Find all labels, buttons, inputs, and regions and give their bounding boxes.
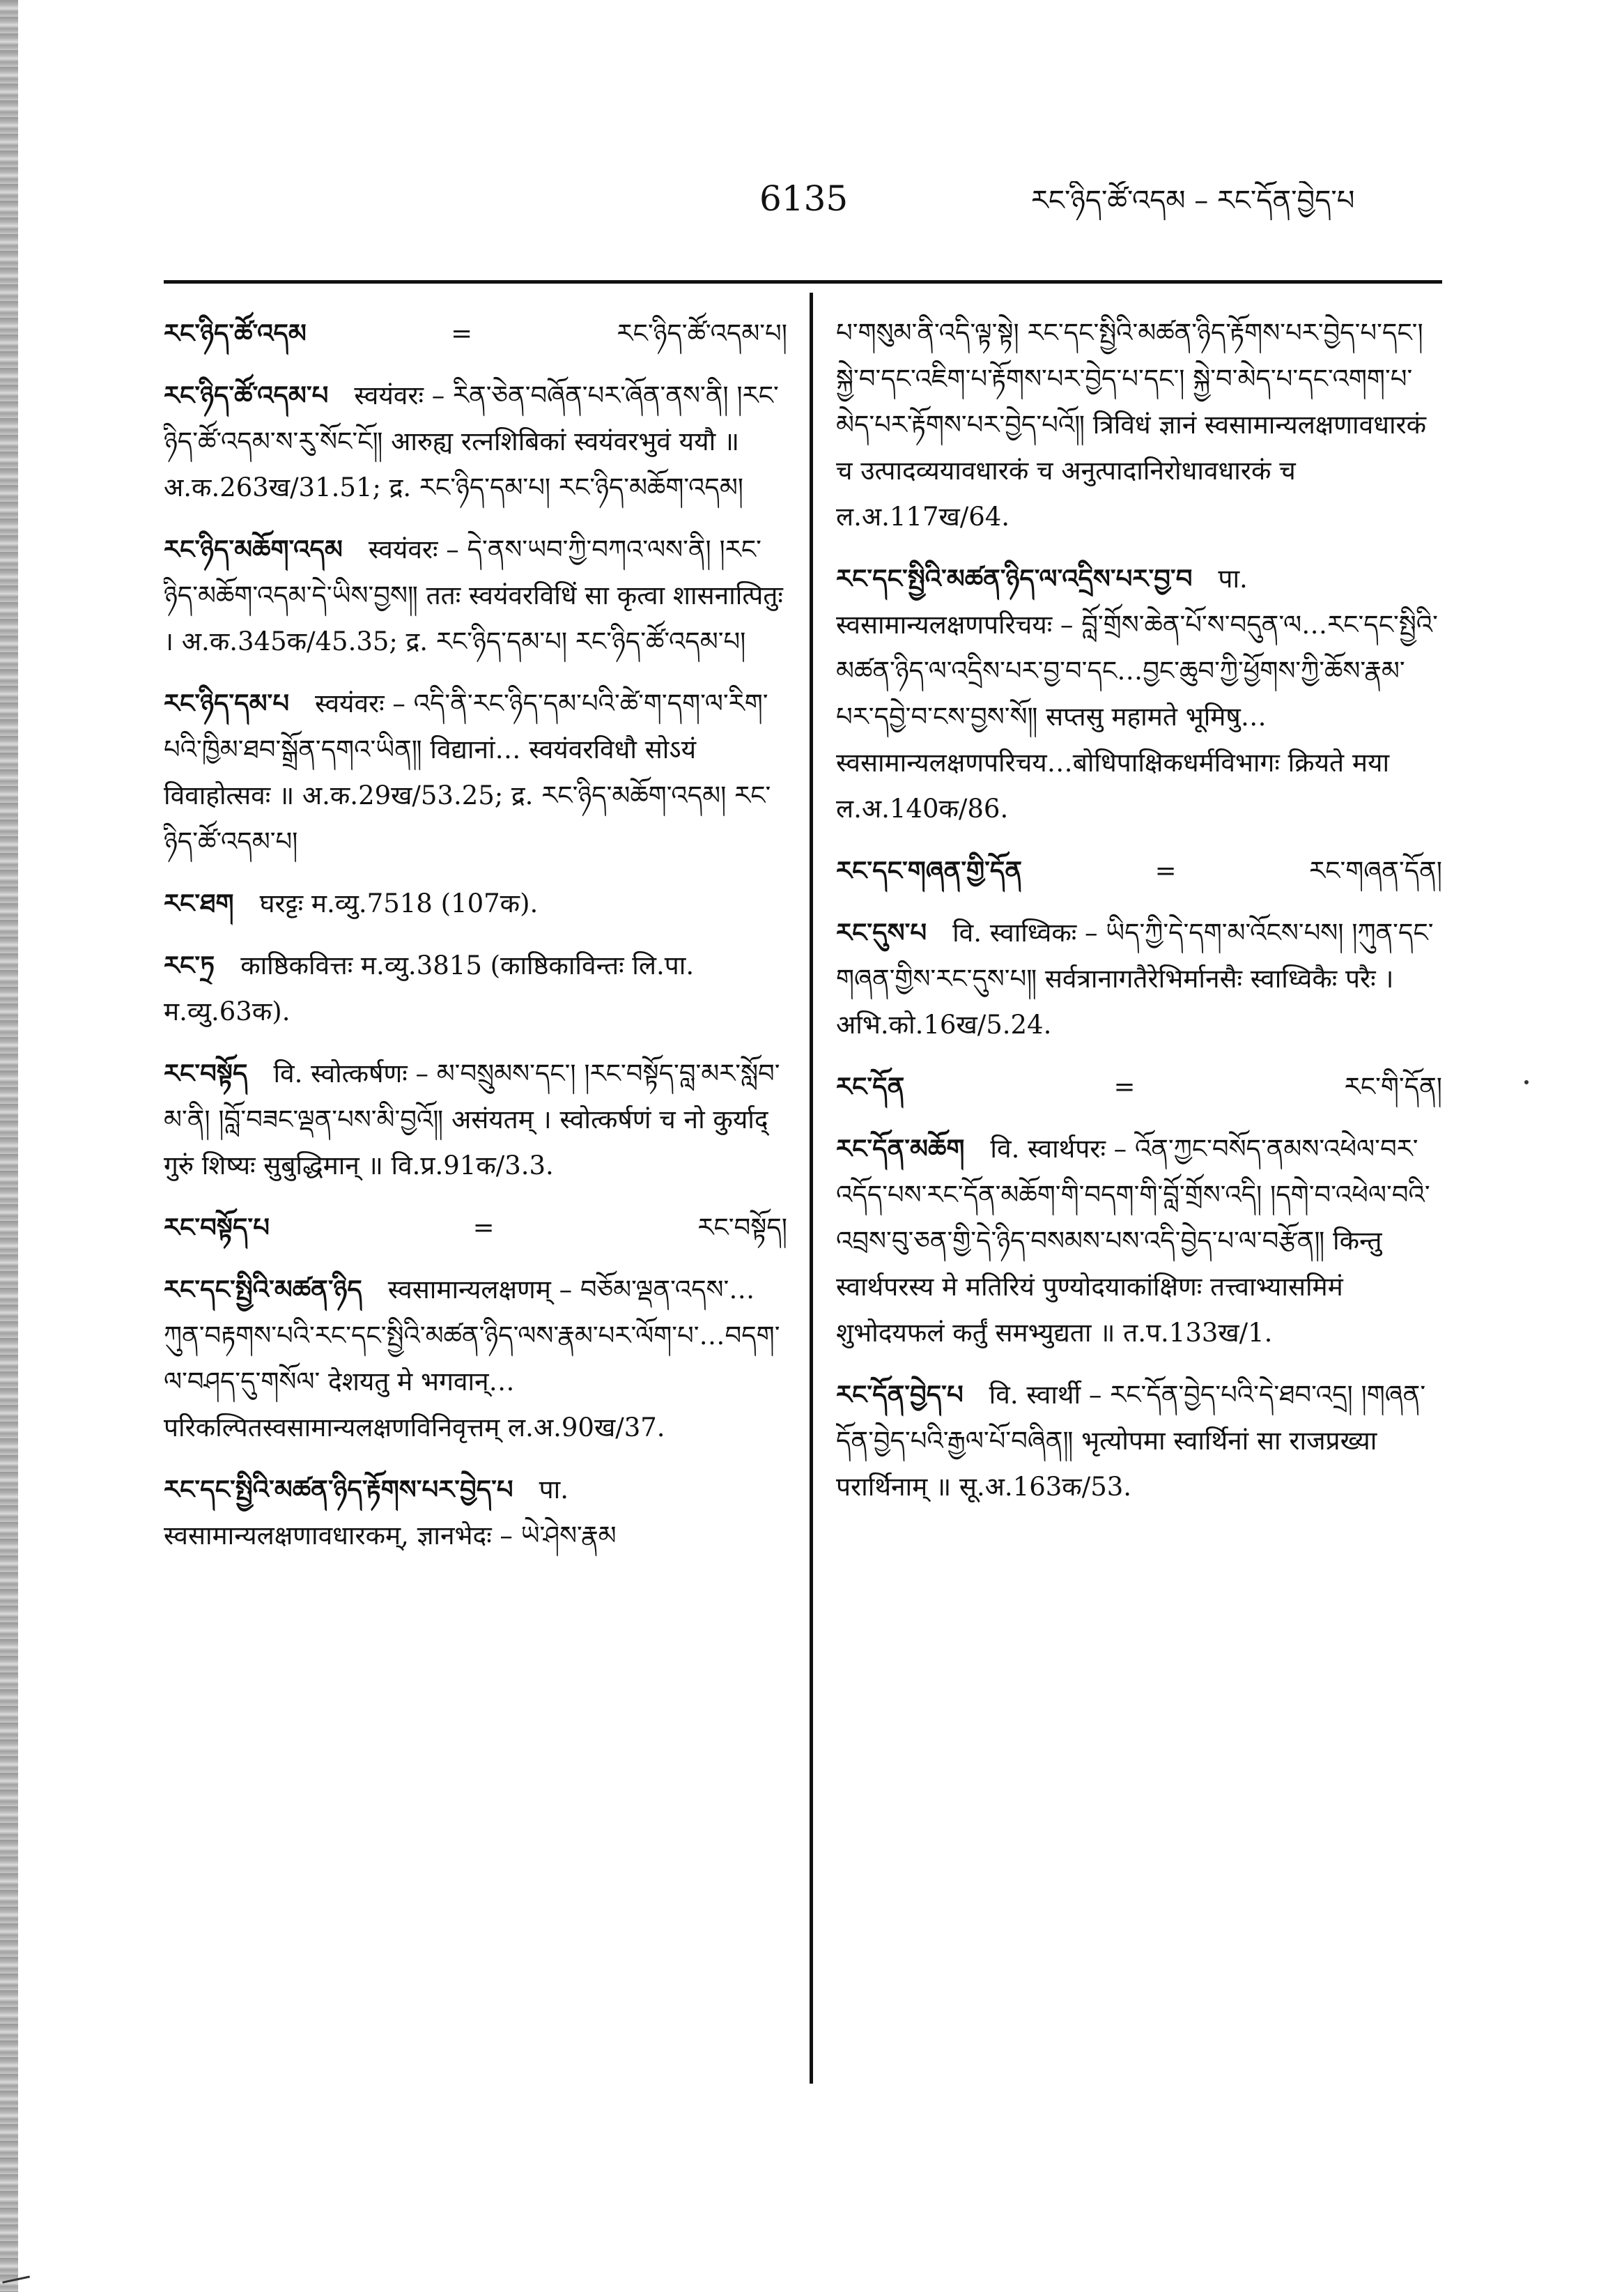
entry-definition: स्वयंवरः – རིན་ཅེན་བཞོན་པར་ཞོན་ནས་ནི། །རང་ཉིད་ཚོ་འདམ་ས་རུ་སོང་ངོ༎ आरुह्य रत्नशिबिकां स्वयंवरभुवं ययौ ॥ अ.क.263ख/31.51; द्र. རང་ཉིད་དམ་པ། རང་ཉིད་མཆོག་འདམ། bbox=[164, 380, 779, 502]
dictionary-entry bbox=[164, 1466, 787, 1559]
entry-headword: རང་དང་སྤྱིའི་མཚན་ཉིད་རྟོགས་པར་བྱེད་པ bbox=[164, 1474, 513, 1505]
entry-headword: རང་དང་སྤྱིའི་མཚན་ཉིད་ལ་འདྲིས་པར་བྱ་བ bbox=[836, 563, 1193, 594]
left-column bbox=[164, 310, 787, 2094]
entry-definition: पा. स्वसामान्यलक्षणावधारकम्, ज्ञानभेदः – ཡེ་ཤེས་རྣམ bbox=[164, 1475, 617, 1551]
header-rule bbox=[164, 280, 1442, 284]
entry-headword: རང་དོན bbox=[836, 1071, 905, 1102]
entry-definition: वि. स्वोत्कर्षणः – མ་བསྲུམས་དང་། །རང་བསྟོད་བླ་མར་སློབ་མ་ནི། །བློ་བཟང་ལྡན་པས་མི་བྱའོ༎ असंयतम् । स्वोत्कर्षणं च नो कुर्याद् गुरुं शिष्यः सुबुद्धिमान् ॥ वि.प्र.91क/3.3. bbox=[164, 1059, 780, 1180]
dictionary-entry bbox=[164, 1050, 787, 1189]
equals-sign: = bbox=[451, 318, 473, 348]
dictionary-entry bbox=[836, 555, 1442, 832]
entry-headword: རང་ཐག bbox=[164, 888, 234, 918]
scan-binding-edge bbox=[0, 0, 18, 2292]
scan-corner-mark bbox=[0, 2255, 30, 2284]
dictionary-entry bbox=[836, 909, 1442, 1048]
entry-headword: རང་ཉིད་མཆོག་འདམ bbox=[164, 534, 343, 564]
entry-definition: स्वयंवरः – དེ་ནས་ཡབ་ཀྱི་བཀའ་ལས་ནི། །རང་ཉིད་མཆོག་འདམ་དེ་ཡིས་བྱས༎ ततः स्वयंवरविधिं सा कृत्वा शासनात्पितुः । अ.क.345क/45.35; द्र. རང་ཉིད་དམ་པ། རང་ཉིད་ཚོ་འདམ་པ། bbox=[164, 534, 783, 656]
entry-headword: རང་ཏྲ bbox=[164, 950, 215, 980]
cross-reference-entry bbox=[836, 1063, 1442, 1110]
entry-headword: རང་དང་སྤྱིའི་མཚན་ཉིད bbox=[164, 1274, 362, 1305]
dictionary-entry bbox=[164, 526, 787, 665]
dictionary-entry bbox=[164, 880, 787, 927]
entry-headword: རང་དོན་བྱེད་པ bbox=[836, 1379, 964, 1410]
cross-reference-target: རང་བསྟོད། bbox=[697, 1213, 787, 1243]
cross-reference-entry bbox=[164, 1204, 787, 1251]
entry-definition: स्वयंवरः – འདི་ནི་རང་ཉིད་དམ་པའི་ཚེ་ག་དག་ལ་རིག་པའི་ཁྱིམ་ཐབ་སྒྲོན་དགའ་ཡིན༎ विद्यानां… स्वयंवरविधौ सोऽयं विवाहोत्सवः ॥ अ.क.29ख/53.25; द्र. རང་ཉིད་མཆོག་འདམ། རང་ཉིད་ཚོ་འདམ་པ། bbox=[164, 689, 771, 856]
entry-headword: རང་དོན་མཆོག bbox=[836, 1133, 965, 1164]
cross-reference-entry bbox=[164, 310, 787, 357]
dictionary-entry bbox=[164, 372, 787, 511]
equals-sign: = bbox=[1154, 856, 1177, 886]
entry-headword: རང་ཉིད་དམ་པ bbox=[164, 688, 290, 718]
entry-definition: स्वसामान्यलक्षणम् – བཅོམ་ལྡན་འདས་…ཀུན་བརྟགས་པའི་རང་དང་སྤྱིའི་མཚན་ཉིད་ལས་རྣམ་པར་ལོག་པ་…བདག་ལ་བཤད་དུ་གསོལ་ देशयतु मे भगवान्… परिकल्पितस्वसामान्यलक्षणविनिवृत्तम् ल.अ.90ख/37. bbox=[164, 1275, 780, 1443]
entry-definition: པ་གསུམ་ནི་འདི་ལྟ་སྟེ། རང་དང་སྤྱིའི་མཚན་ཉིད་རྟོགས་པར་བྱེད་པ་དང་། སྐྱེ་བ་དང་འཇིག་པ་རྟོགས་པར་བྱེད་པ་དང་། སྐྱེ་བ་མེད་པ་དང་འགག་པ་མེད་པར་རྟོགས་པར་བྱེད་པའོ༎ त्रिविधं ज्ञानं स्वसामान्यलक्षणावधारकं च उत्पादव्ययावधारकं च अनुत्पादानिरोधावधारकं च ल.अ.117ख/64. bbox=[836, 318, 1427, 532]
entry-headword: རང་དུས་པ bbox=[836, 917, 927, 948]
equals-sign: = bbox=[472, 1213, 495, 1243]
dictionary-entry bbox=[164, 1266, 787, 1451]
entry-definition: वि. स्वार्थपरः – འོན་ཀྱང་བསོད་ནམས་འཕེལ་བར་འདོད་པས་རང་དོན་མཆོག་གི་བདག་གི་བློ་གྲོས་འདི། །དགེ་བ་འཕེལ་བའི་འབྲས་བུ་ཅན་གྱི་དེ་ཉིད་བསམས་པས་འདི་བྱེད་པ་ལ་བརྩོན༎ किन्तु स्वार्थपरस्य मे मतिरियं पुण्योदयाकांक्षिणः तत्त्वाभ्यासमिमं शुभोदयफलं कर्तुं समभ्युद्यता ॥ त.प.133ख/1. bbox=[836, 1134, 1430, 1348]
dictionary-entry bbox=[164, 680, 787, 865]
cross-reference-target: རང་གཞན་དོན། bbox=[1309, 856, 1442, 886]
cross-reference-entry bbox=[836, 847, 1442, 894]
entry-continuation bbox=[836, 310, 1442, 540]
header-entry-range: རང་ཉིད་ཚོ་འདམ – རང་དོན་བྱེད་པ bbox=[1031, 185, 1355, 217]
cross-reference-target: རང་གི་དོན། bbox=[1344, 1072, 1442, 1102]
scan-speck bbox=[1524, 1080, 1529, 1084]
entry-headword: རང་ཉིད་ཚོ་འདམ bbox=[164, 318, 307, 348]
page-number: 6135 bbox=[759, 178, 849, 219]
dictionary-entry bbox=[164, 942, 787, 1035]
equals-sign: = bbox=[1113, 1072, 1136, 1102]
entry-definition: वि. स्वाध्विकः – ཡིད་ཀྱི་དེ་དག་མ་འོངས་པས། །ཀུན་དང་གཞན་གྱིས་རང་དུས་པ༎ सर्वत्रानागतैरेभिर्मानसैः स्वाध्विकैः परैः । अभि.को.16ख/5.24. bbox=[836, 918, 1434, 1040]
dictionary-entry bbox=[836, 1125, 1442, 1356]
dictionary-entry bbox=[836, 1371, 1442, 1510]
entry-definition: काष्ठिकवित्तः म.व्यु.3815 (काष्ठिकाविन्तः लि.पा. म.व्यु.63क). bbox=[164, 951, 695, 1026]
entry-definition: पा. स्वसामान्यलक्षणपरिचयः – བློ་གྲོས་ཆེན་པོ་ས་བདུན་ལ…རང་དང་སྤྱིའི་མཚན་ཉིད་ལ་འདྲིས་པར་བྱ་བ་དང…བྱང་ཆུབ་ཀྱི་ཕྱོགས་ཀྱི་ཆོས་རྣམ་པར་དབྱེ་བ་ངས་བྱས་སོ༎ सप्तसु महामते भूमिषु…स्वसामान्यलक्षणपरिचय…बोधिपाक्षिकधर्मविभागः क्रियते मया ल.अ.140क/86. bbox=[836, 564, 1438, 824]
entry-definition: घरट्टः म.व्यु.7518 (107क). bbox=[259, 889, 539, 918]
entry-headword: རང་བསྟོད bbox=[164, 1058, 248, 1089]
entry-headword: རང་ཉིད་ཚོ་འདམ་པ bbox=[164, 380, 329, 410]
right-column bbox=[836, 310, 1442, 2094]
cross-reference-target: རང་ཉིད་ཚོ་འདམ་པ། bbox=[617, 318, 787, 348]
column-divider bbox=[810, 293, 813, 2084]
entry-headword: རང་དང་གཞན་གྱི་དོན bbox=[836, 855, 1023, 886]
entry-definition: वि. स्वार्थी – རང་དོན་བྱེད་པའི་དེ་ཐབ་འདྲ། །གཞན་དོན་བྱེད་པའི་རྒྱལ་པོ་བཞིན༎ भृत्योपमा स्वार्थिनां सा राजप्रख्या परार्थिनाम् ॥ सू.अ.163क/53. bbox=[836, 1380, 1426, 1502]
entry-headword: རང་བསྟོད་པ bbox=[164, 1212, 270, 1243]
